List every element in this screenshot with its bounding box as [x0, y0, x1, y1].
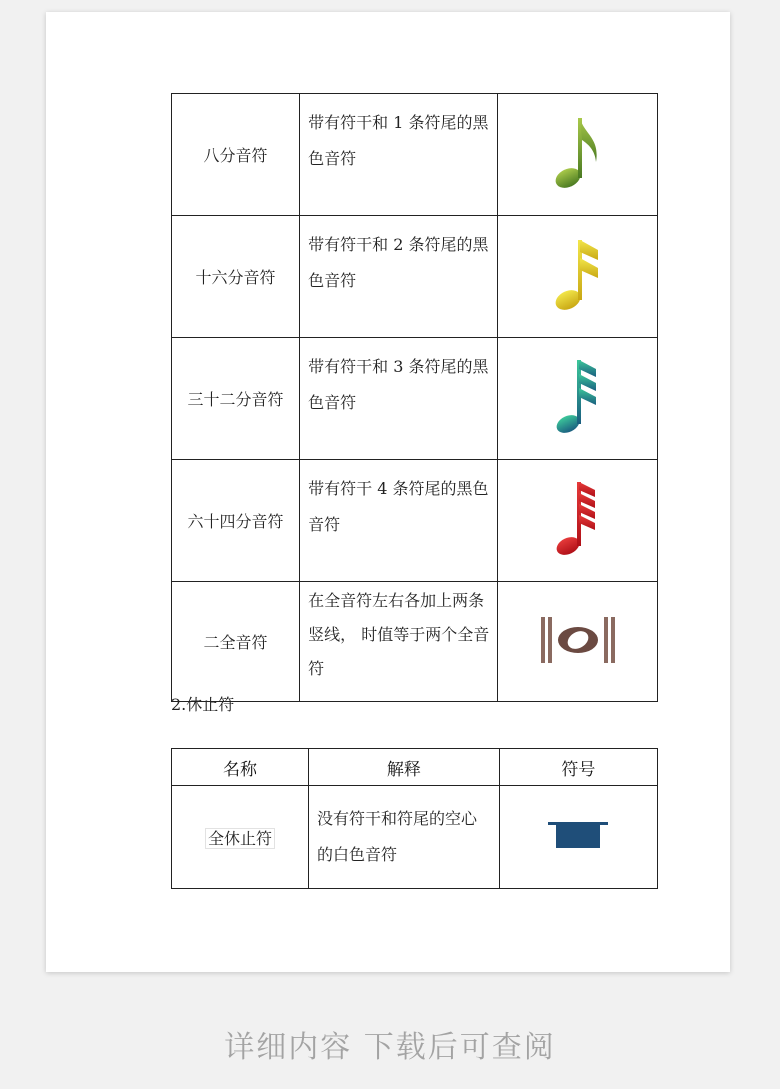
- note-name-cell: 三十二分音符: [172, 338, 300, 460]
- note-desc-cell: [300, 216, 498, 338]
- sixty-fourth-note-icon: [548, 478, 608, 560]
- note-name-cell: 十六分音符: [172, 216, 300, 338]
- note-desc-text: 在全音符左右各加上两条竖线， 时值等于两个全音符: [308, 591, 490, 678]
- column-header-symbol: 符号: [499, 749, 657, 786]
- table-row: [172, 582, 658, 702]
- note-name-cell: 六十四分音符: [172, 460, 300, 582]
- table-header-row: [172, 749, 658, 786]
- note-symbol-cell: [498, 338, 658, 460]
- note-desc-cell: [300, 94, 498, 216]
- note-symbol-cell: [498, 582, 658, 702]
- note-name-cell: 八分音符: [172, 94, 300, 216]
- note-symbol-cell: [498, 216, 658, 338]
- section-heading: 2.休止符: [171, 695, 235, 714]
- thirty-second-note-icon: [548, 356, 608, 438]
- column-header-desc: 解释: [308, 749, 499, 786]
- rest-desc-text: 没有符干和符尾的空心的白色音符: [316, 809, 477, 864]
- note-name-cell: 二全音符: [172, 582, 300, 702]
- rest-table: [171, 748, 658, 889]
- footer-text: 详细内容 下载后可查阅: [224, 1030, 556, 1065]
- double-whole-note-icon: [537, 613, 619, 667]
- note-desc-cell: [300, 582, 498, 702]
- rest-desc-cell: [308, 786, 499, 889]
- rest-name-cell: [172, 786, 309, 889]
- sixteenth-note-icon: [548, 234, 608, 316]
- table-row: [172, 216, 658, 338]
- note-desc-cell: [300, 460, 498, 582]
- note-desc-text: 带有符干和 2 条符尾的黑色音符: [308, 235, 489, 290]
- table-row: [172, 94, 658, 216]
- note-desc-cell: [300, 338, 498, 460]
- column-header-name: 名称: [172, 749, 309, 786]
- notes-table: [171, 93, 658, 702]
- note-desc-text: 带有符干 4 条符尾的黑色音符: [308, 479, 489, 534]
- table-row: [172, 786, 658, 889]
- note-symbol-cell: [498, 460, 658, 582]
- eighth-note-icon: [548, 112, 608, 194]
- table-row: [172, 338, 658, 460]
- note-desc-text: 带有符干和 1 条符尾的黑色音符: [308, 113, 489, 168]
- whole-rest-icon: [546, 818, 610, 852]
- rest-symbol-cell: [499, 786, 657, 889]
- document-page: [46, 12, 730, 972]
- note-desc-text: 带有符干和 3 条符尾的黑色音符: [308, 357, 489, 412]
- rest-name-text: 全休止符: [205, 828, 275, 849]
- table-row: [172, 460, 658, 582]
- note-symbol-cell: [498, 94, 658, 216]
